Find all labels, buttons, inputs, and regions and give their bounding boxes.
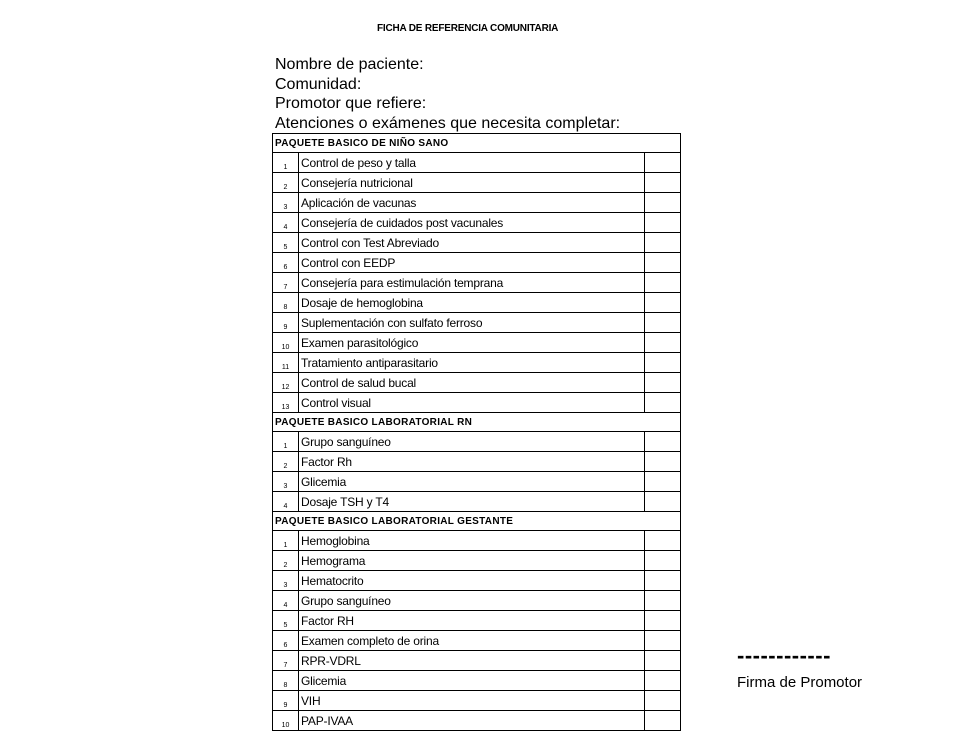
table-row <box>273 671 681 691</box>
item-label: Control con Test Abreviado <box>299 233 645 253</box>
item-number: 1 <box>273 531 299 551</box>
item-label: Control visual <box>299 393 645 413</box>
section-header-row <box>273 134 681 153</box>
item-label: Factor Rh <box>299 452 645 472</box>
item-label: RPR-VDRL <box>299 651 645 671</box>
item-number: 6 <box>273 253 299 273</box>
item-number: 2 <box>273 173 299 193</box>
item-check-box[interactable] <box>645 671 681 691</box>
item-number: 2 <box>273 551 299 571</box>
item-check-box[interactable] <box>645 313 681 333</box>
item-number: 7 <box>273 273 299 293</box>
item-label: VIH <box>299 691 645 711</box>
signature-line: ------------ <box>737 643 831 668</box>
field-community: Comunidad: <box>275 75 362 93</box>
item-check-box[interactable] <box>645 452 681 472</box>
item-number: 11 <box>273 353 299 373</box>
item-check-box[interactable] <box>645 193 681 213</box>
item-number: 8 <box>273 293 299 313</box>
item-check-box[interactable] <box>645 173 681 193</box>
item-check-box[interactable] <box>645 393 681 413</box>
table-row <box>273 153 681 173</box>
table-row <box>273 571 681 591</box>
item-label: Hemoglobina <box>299 531 645 551</box>
item-check-box[interactable] <box>645 353 681 373</box>
table-row <box>273 472 681 492</box>
item-check-box[interactable] <box>645 591 681 611</box>
item-check-box[interactable] <box>645 492 681 512</box>
patient-fields <box>275 55 620 133</box>
item-label: Glicemia <box>299 671 645 691</box>
table-row <box>273 551 681 571</box>
item-label: Consejería nutricional <box>299 173 645 193</box>
item-label: Dosaje TSH y T4 <box>299 492 645 512</box>
item-label: PAP-IVAA <box>299 711 645 731</box>
item-number: 9 <box>273 691 299 711</box>
item-number: 10 <box>273 333 299 353</box>
table-row <box>273 353 681 373</box>
item-check-box[interactable] <box>645 273 681 293</box>
item-number: 3 <box>273 571 299 591</box>
item-check-box[interactable] <box>645 373 681 393</box>
table-row <box>273 233 681 253</box>
section-header-row <box>273 512 681 531</box>
table-row <box>273 591 681 611</box>
item-label: Dosaje de hemoglobina <box>299 293 645 313</box>
item-number: 3 <box>273 193 299 213</box>
item-number: 4 <box>273 213 299 233</box>
item-check-box[interactable] <box>645 213 681 233</box>
item-check-box[interactable] <box>645 611 681 631</box>
section-title: PAQUETE BASICO LABORATORIAL GESTANTE <box>273 512 681 531</box>
item-check-box[interactable] <box>645 432 681 452</box>
item-check-box[interactable] <box>645 551 681 571</box>
item-check-box[interactable] <box>645 571 681 591</box>
section-title: PAQUETE BASICO LABORATORIAL RN <box>273 413 681 432</box>
item-number: 1 <box>273 153 299 173</box>
table-row <box>273 711 681 731</box>
table-row <box>273 531 681 551</box>
item-label: Control con EEDP <box>299 253 645 273</box>
table-row <box>273 393 681 413</box>
table-row <box>273 293 681 313</box>
item-number: 10 <box>273 711 299 731</box>
table-row <box>273 213 681 233</box>
table-row <box>273 611 681 631</box>
field-referring-promoter: Promotor que refiere: <box>275 95 427 112</box>
item-number: 5 <box>273 233 299 253</box>
item-label: Hematocrito <box>299 571 645 591</box>
item-check-box[interactable] <box>645 711 681 731</box>
table-row <box>273 691 681 711</box>
item-number: 4 <box>273 492 299 512</box>
item-check-box[interactable] <box>645 651 681 671</box>
item-label: Suplementación con sulfato ferroso <box>299 313 645 333</box>
table-row <box>273 253 681 273</box>
section-title: PAQUETE BASICO DE NIÑO SANO <box>273 134 681 153</box>
table-row <box>273 631 681 651</box>
table-row <box>273 333 681 353</box>
item-label: Control de peso y talla <box>299 153 645 173</box>
item-number: 5 <box>273 611 299 631</box>
table-row <box>273 651 681 671</box>
item-number: 1 <box>273 432 299 452</box>
table-row <box>273 492 681 512</box>
item-check-box[interactable] <box>645 293 681 313</box>
item-label: Examen completo de orina <box>299 631 645 651</box>
signature-label: Firma de Promotor <box>737 674 863 691</box>
item-label: Consejería para estimulación temprana <box>299 273 645 293</box>
item-number: 8 <box>273 671 299 691</box>
item-label: Glicemia <box>299 472 645 492</box>
item-label: Factor RH <box>299 611 645 631</box>
item-check-box[interactable] <box>645 472 681 492</box>
item-check-box[interactable] <box>645 153 681 173</box>
item-number: 6 <box>273 631 299 651</box>
item-number: 9 <box>273 313 299 333</box>
item-number: 12 <box>273 373 299 393</box>
item-label: Examen parasitológico <box>299 333 645 353</box>
field-patient-name: Nombre de paciente: <box>275 56 424 73</box>
item-number: 7 <box>273 651 299 671</box>
table-row <box>273 373 681 393</box>
item-number: 13 <box>273 393 299 413</box>
table-row <box>273 273 681 293</box>
referral-table <box>272 133 681 731</box>
item-label: Aplicación de vacunas <box>299 193 645 213</box>
item-check-box[interactable] <box>645 233 681 253</box>
table-row <box>273 313 681 333</box>
item-check-box[interactable] <box>645 333 681 353</box>
item-label: Grupo sanguíneo <box>299 432 645 452</box>
table-row <box>273 173 681 193</box>
table-row <box>273 452 681 472</box>
item-label: Consejería de cuidados post vacunales <box>299 213 645 233</box>
item-label: Grupo sanguíneo <box>299 591 645 611</box>
item-number: 2 <box>273 452 299 472</box>
item-check-box[interactable] <box>645 631 681 651</box>
signature-block <box>737 645 867 691</box>
document-title: FICHA DE REFERENCIA COMUNITARIA <box>377 23 559 34</box>
item-number: 4 <box>273 591 299 611</box>
item-check-box[interactable] <box>645 531 681 551</box>
item-label: Tratamiento antiparasitario <box>299 353 645 373</box>
table-row <box>273 193 681 213</box>
item-check-box[interactable] <box>645 691 681 711</box>
item-check-box[interactable] <box>645 253 681 273</box>
table-row <box>273 432 681 452</box>
section-header-row <box>273 413 681 432</box>
item-number: 3 <box>273 472 299 492</box>
field-needed-attentions: Atenciones o exámenes que necesita completar: <box>275 114 621 132</box>
item-label: Hemograma <box>299 551 645 571</box>
item-label: Control de salud bucal <box>299 373 645 393</box>
